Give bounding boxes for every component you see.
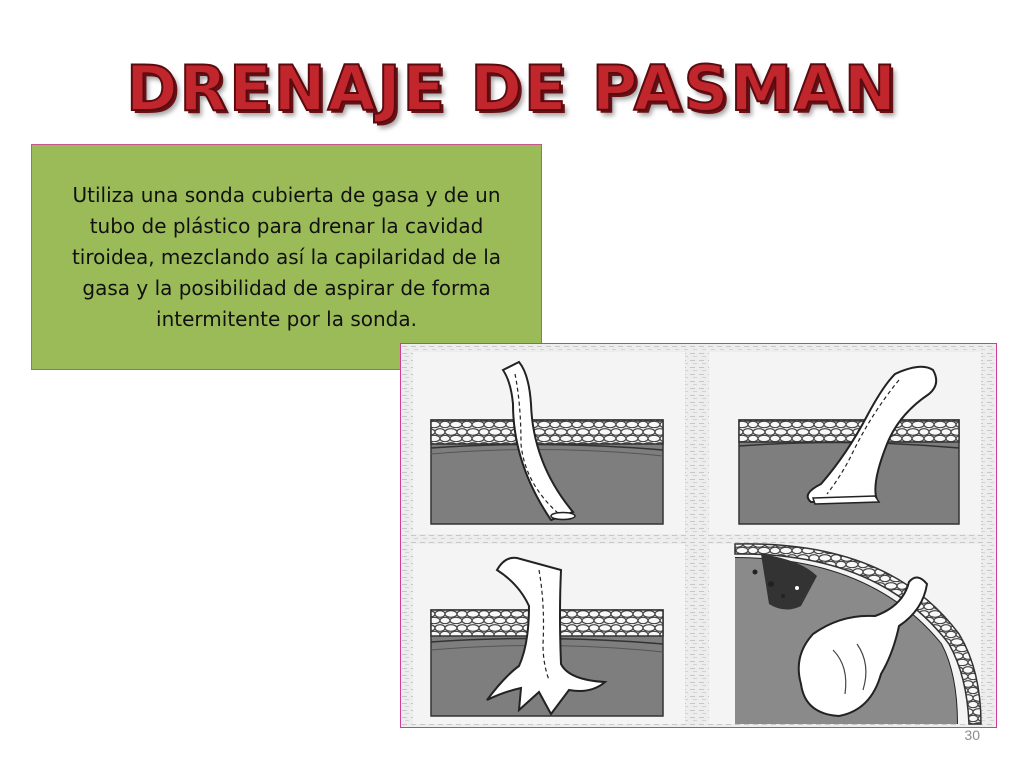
description-text: Utiliza una sonda cubierta de gasa y de un tubo de plástico para drenar la cavidad tiroidea, mezclando así la capilaridad de la gasa y la posibilidad de aspirar de forma intermitente por la sonda. xyxy=(71,182,502,331)
slide-title: DRENAJE DE PASMAN xyxy=(126,52,898,125)
description-box xyxy=(31,144,542,370)
drainage-illustration xyxy=(400,343,997,728)
page-number: 30 xyxy=(964,727,980,743)
